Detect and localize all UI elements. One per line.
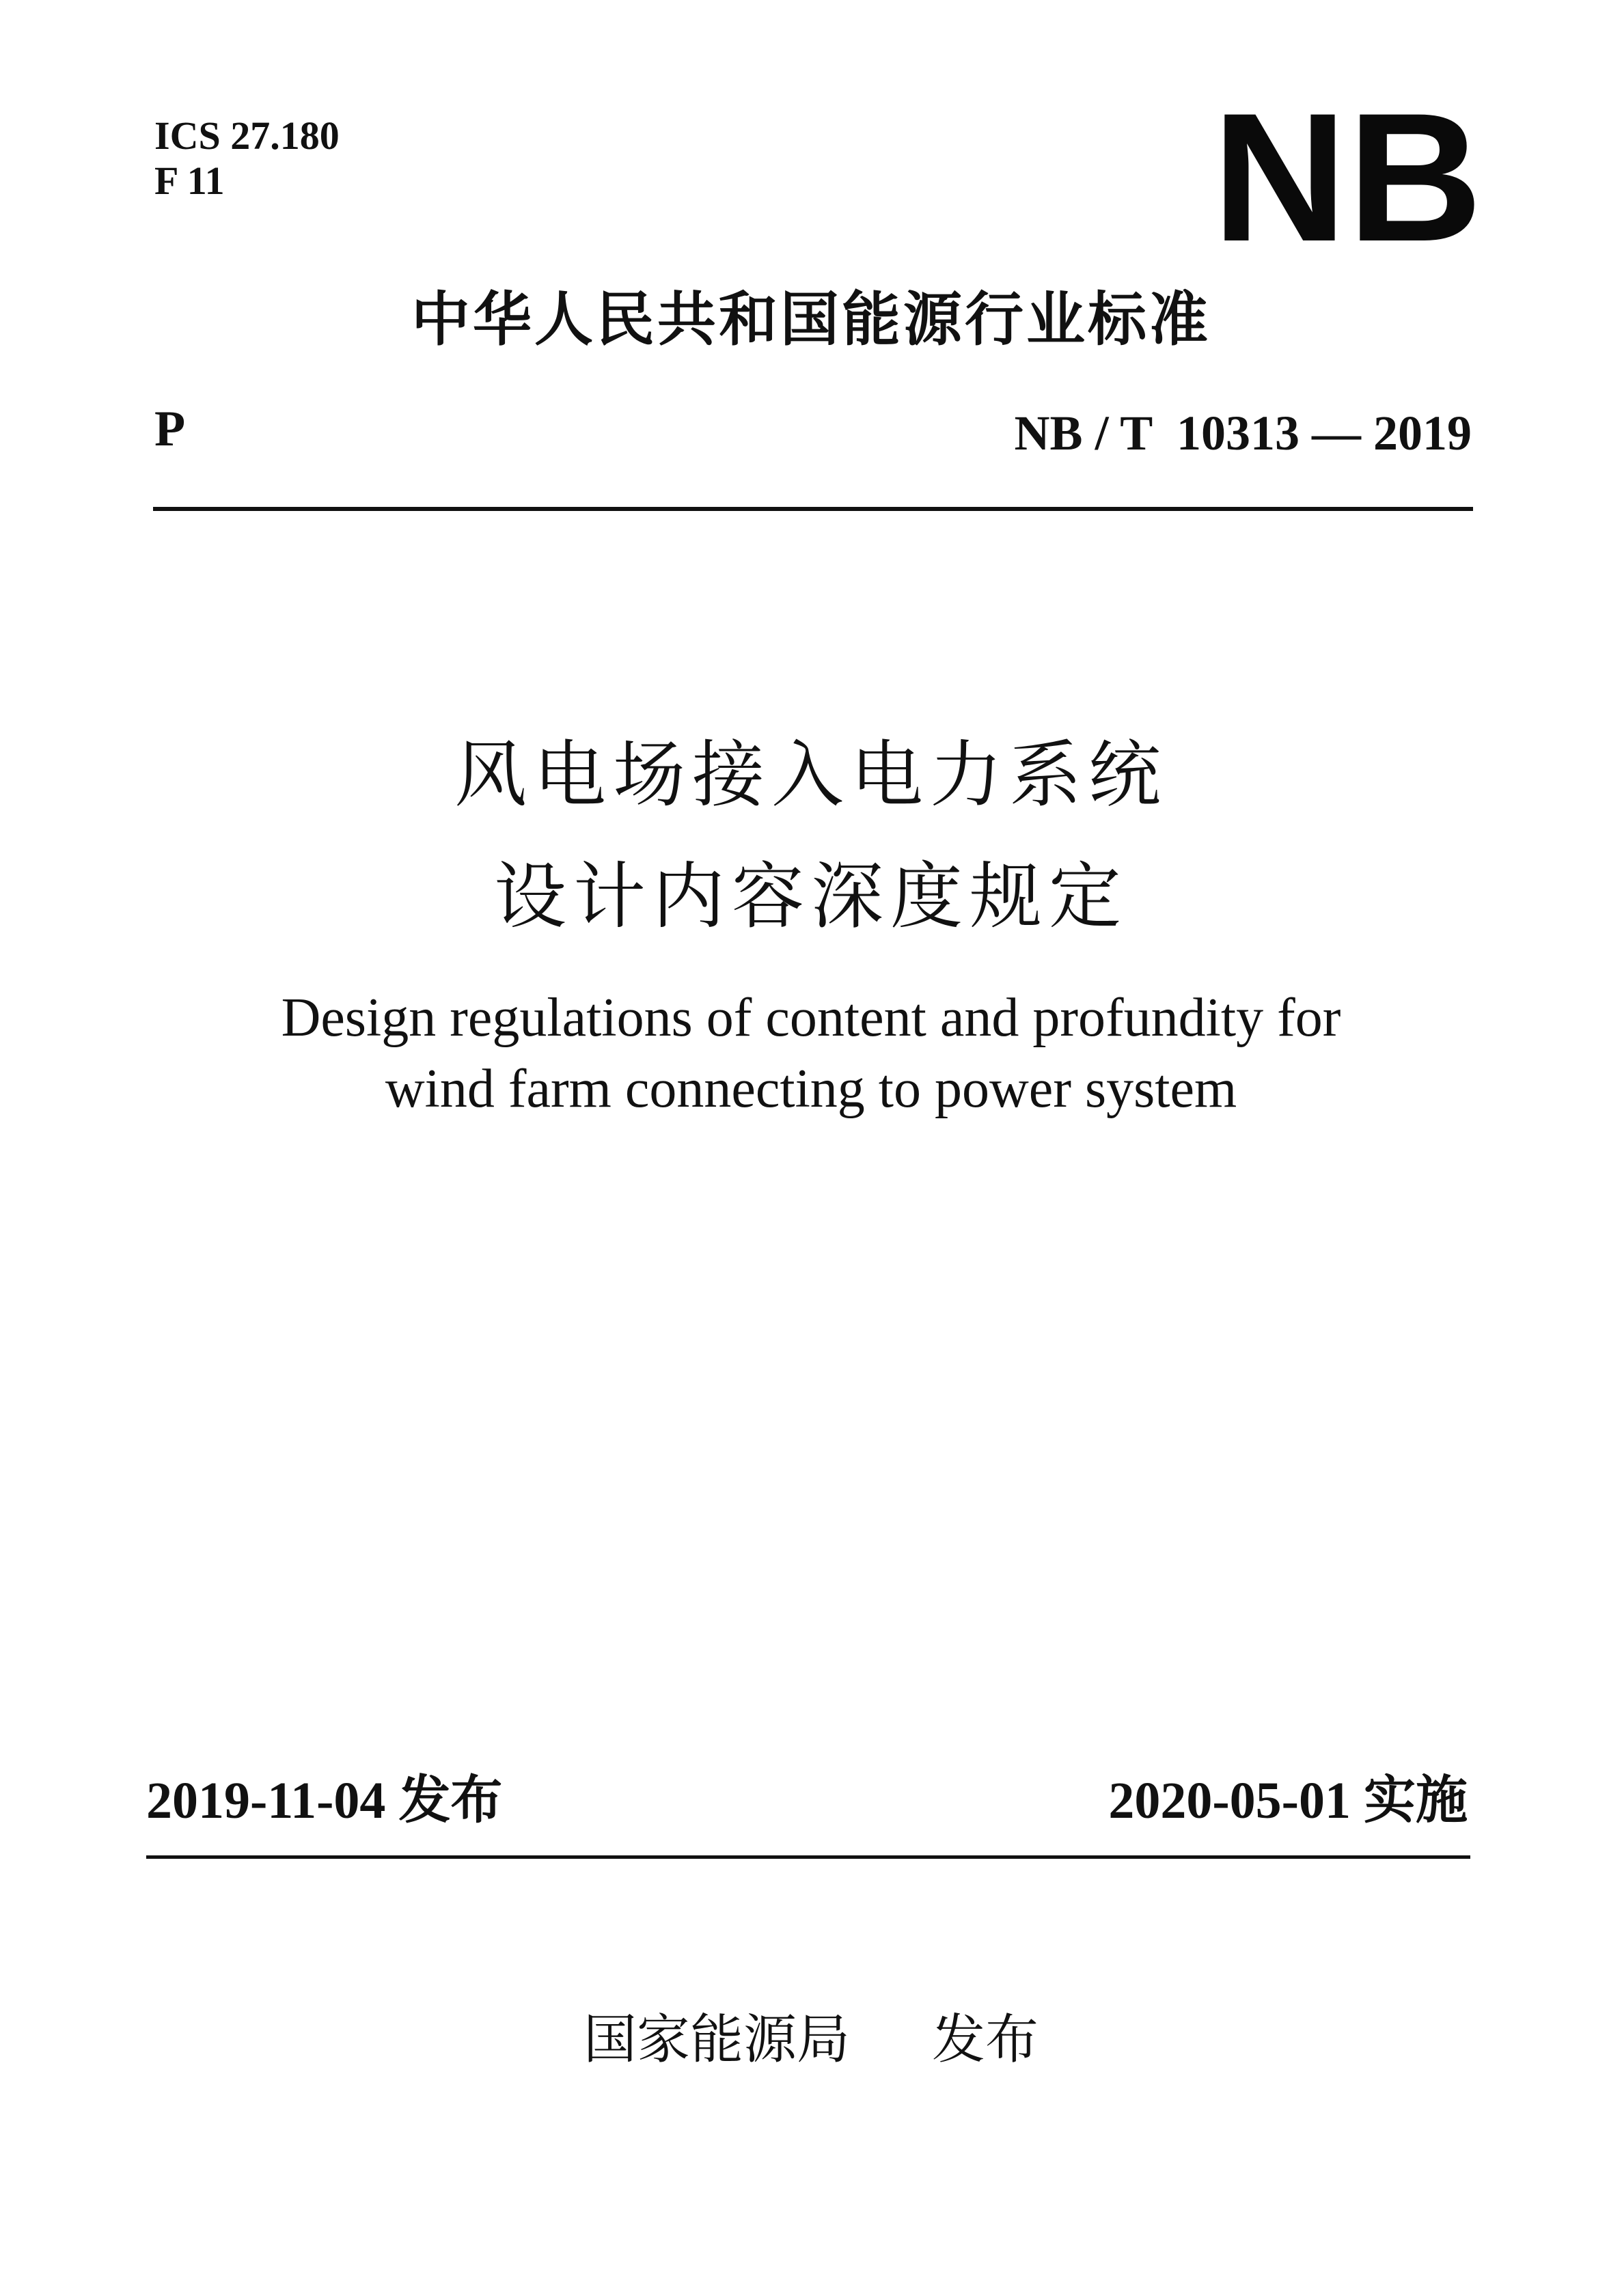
issue-label: 发布 [398,1769,503,1830]
title-en-line1: Design regulations of content and profundity for [281,988,1341,1048]
standard-number: NB / T 10313 — 2019 [1014,406,1472,460]
implementation-date: 2020-05-01 [1108,1772,1351,1829]
title-cn-line2: 设计内容深度规定 [494,855,1128,939]
title-en-line2: wind farm connecting to power system [385,1059,1237,1119]
category-code: P [154,401,186,457]
nb-logo [1211,96,1484,260]
ics-code: ICS 27.180 [154,113,340,158]
header-divider [153,507,1473,511]
issue-date-block [146,1769,502,1831]
title-cn-line1: 风电场接入电力系统 [454,733,1168,817]
implementation-date-block [1108,1769,1468,1831]
issue-date: 2019-11-04 [146,1772,386,1829]
issuer-name: 国家能源局 [583,2009,850,2071]
classification-codes [154,113,340,204]
footer-divider [146,1855,1470,1859]
issuer-line [0,2006,1622,2074]
authority-title: 中华人民共和国能源行业标准 [411,286,1211,354]
ccs-code: F 11 [154,158,225,203]
implementation-label: 实施 [1364,1769,1468,1830]
issuer-action: 发布 [932,2009,1039,2071]
nb-logo-text: NB [1212,96,1483,260]
